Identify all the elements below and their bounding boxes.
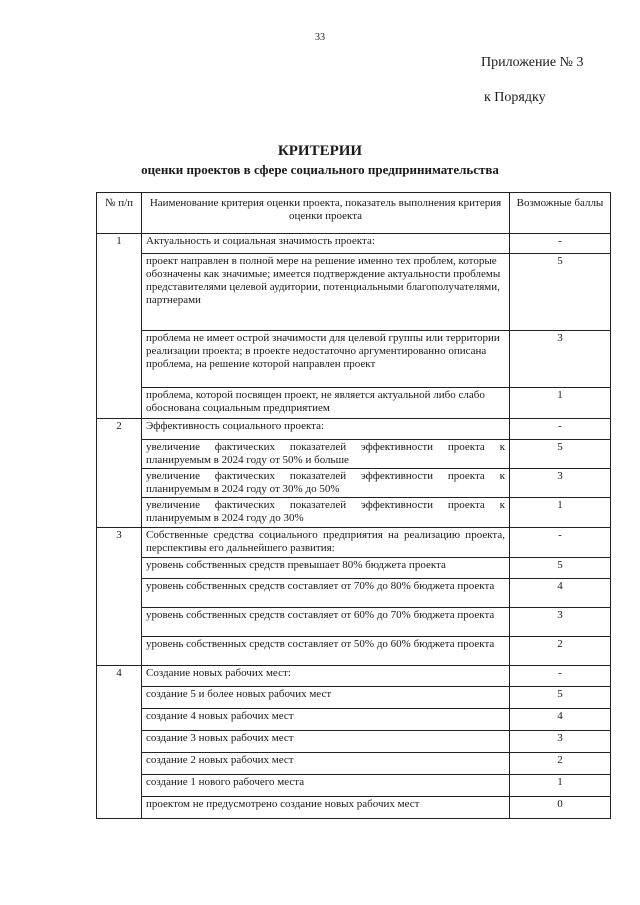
criterion-number-continuation (97, 709, 142, 731)
criterion-title: Эффективность социального проекта: (142, 419, 510, 440)
criteria-table (96, 192, 611, 819)
document-title: КРИТЕРИИ (277, 143, 363, 159)
criterion-number-continuation (97, 797, 142, 819)
indicator-score: 3 (510, 731, 611, 753)
indicator-score: 1 (510, 498, 611, 528)
appendix-reference: к Порядку (484, 90, 546, 105)
criterion-title-score: - (510, 234, 611, 254)
indicator-score: 2 (510, 753, 611, 775)
criterion-number: 1 (97, 234, 142, 254)
indicator-row (97, 331, 611, 388)
indicator-text: увеличение фактических показателей эффективности проекта к планируемым в 2024 году до 30% (142, 498, 510, 528)
indicator-text: создание 5 и более новых рабочих мест (142, 687, 510, 709)
indicator-row (97, 775, 611, 797)
indicator-score: 4 (510, 709, 611, 731)
criterion-number-continuation (97, 775, 142, 797)
criterion-title: Собственные средства социального предприятия на реализацию проекта, перспективы его дальнейшего развития: (142, 528, 510, 558)
appendix-label: Приложение № 3 (481, 55, 584, 70)
indicator-score: 4 (510, 579, 611, 608)
indicator-row (97, 797, 611, 819)
indicator-text: создание 1 нового рабочего места (142, 775, 510, 797)
indicator-text: создание 2 новых рабочих мест (142, 753, 510, 775)
indicator-score: 1 (510, 775, 611, 797)
indicator-text: проблема, которой посвящен проект, не является актуальной либо слабо обоснована социальным предприятием (142, 388, 510, 419)
criterion-title-score: - (510, 419, 611, 440)
criterion-title: Актуальность и социальная значимость проекта: (142, 234, 510, 254)
column-header-name: Наименование критерия оценки проекта, показатель выполнения критерия оценки проекта (142, 193, 510, 234)
indicator-score: 2 (510, 637, 611, 666)
document-subtitle: оценки проектов в сфере социального предпринимательства (141, 162, 499, 177)
indicator-row (97, 558, 611, 579)
indicator-row (97, 731, 611, 753)
indicator-row (97, 753, 611, 775)
criterion-title-score: - (510, 528, 611, 558)
criterion-number-continuation (97, 608, 142, 637)
indicator-text: уровень собственных средств составляет от 50% до 60% бюджета проекта (142, 637, 510, 666)
indicator-score: 0 (510, 797, 611, 819)
indicator-score: 3 (510, 608, 611, 637)
indicator-text: создание 4 новых рабочих мест (142, 709, 510, 731)
indicator-text: проект направлен в полной мере на решение именно тех проблем, которые обозначены как значимые; имеется подтверждение актуальности проблемы представителями целевой аудитории, потенциальными благополучателями, партнерами (142, 254, 510, 331)
criterion-row (97, 666, 611, 687)
criterion-number-continuation (97, 498, 142, 528)
indicator-score: 5 (510, 440, 611, 469)
criterion-number: 3 (97, 528, 142, 558)
indicator-row (97, 440, 611, 469)
indicator-text: увеличение фактических показателей эффективности проекта к планируемым в 2024 году от 50% и больше (142, 440, 510, 469)
criterion-number-continuation (97, 388, 142, 419)
criterion-row (97, 234, 611, 254)
indicator-text: проектом не предусмотрено создание новых рабочих мест (142, 797, 510, 819)
criterion-number-continuation (97, 579, 142, 608)
criteria-table-body (97, 193, 611, 819)
criterion-title: Создание новых рабочих мест: (142, 666, 510, 687)
criterion-number-continuation (97, 731, 142, 753)
table-header-row (97, 193, 611, 234)
indicator-text: увеличение фактических показателей эффективности проекта к планируемым в 2024 году от 30% до 50% (142, 469, 510, 498)
page-number: 33 (315, 32, 325, 43)
indicator-text: уровень собственных средств превышает 80% бюджета проекта (142, 558, 510, 579)
indicator-score: 5 (510, 254, 611, 331)
indicator-score: 5 (510, 558, 611, 579)
indicator-row (97, 254, 611, 331)
criterion-number-continuation (97, 469, 142, 498)
criterion-number-continuation (97, 753, 142, 775)
column-header-number: № п/п (97, 193, 142, 234)
indicator-row (97, 608, 611, 637)
criterion-number-continuation (97, 637, 142, 666)
indicator-row (97, 498, 611, 528)
criterion-number-continuation (97, 440, 142, 469)
criterion-number-continuation (97, 331, 142, 388)
indicator-score: 3 (510, 469, 611, 498)
indicator-row (97, 469, 611, 498)
indicator-text: уровень собственных средств составляет от 60% до 70% бюджета проекта (142, 608, 510, 637)
column-header-score: Возможные баллы (510, 193, 611, 234)
criterion-number-continuation (97, 254, 142, 331)
criterion-number: 2 (97, 419, 142, 440)
criterion-number-continuation (97, 558, 142, 579)
indicator-score: 5 (510, 687, 611, 709)
indicator-row (97, 637, 611, 666)
indicator-text: создание 3 новых рабочих мест (142, 731, 510, 753)
indicator-score: 1 (510, 388, 611, 419)
indicator-row (97, 579, 611, 608)
indicator-row (97, 687, 611, 709)
criterion-number-continuation (97, 687, 142, 709)
indicator-row (97, 388, 611, 419)
indicator-score: 3 (510, 331, 611, 388)
criterion-number: 4 (97, 666, 142, 687)
indicator-text: проблема не имеет острой значимости для целевой группы или территории реализации проекта; в проекте недостаточно аргументированно описана проблема, на решение которой направлен проект (142, 331, 510, 388)
criterion-title-score: - (510, 666, 611, 687)
criterion-row (97, 528, 611, 558)
criterion-row (97, 419, 611, 440)
indicator-row (97, 709, 611, 731)
indicator-text: уровень собственных средств составляет от 70% до 80% бюджета проекта (142, 579, 510, 608)
